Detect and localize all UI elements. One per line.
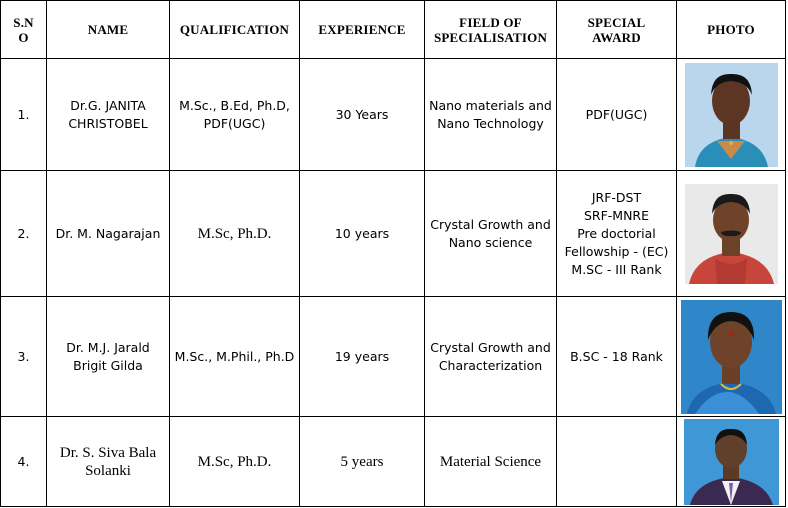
cell-name: Dr.G. JANITA CHRISTOBEL — [47, 59, 170, 171]
cell-photo — [677, 417, 786, 507]
table-row — [1, 417, 786, 507]
cell-experience: 30 Years — [300, 59, 425, 171]
cell-field: Crystal Growth and Characterization — [425, 297, 557, 417]
woman-portrait-photo — [681, 300, 782, 414]
cell-name: Dr. S. Siva Bala Solanki — [47, 417, 170, 507]
cell-award: B.SC - 18 Rank — [557, 297, 677, 417]
cell-qualification: M.Sc, Ph.D. — [170, 417, 300, 507]
cell-qualification: M.Sc, Ph.D. — [170, 171, 300, 297]
cell-experience: 10 years — [300, 171, 425, 297]
man-portrait-photo — [685, 184, 778, 284]
cell-award: PDF(UGC) — [557, 59, 677, 171]
cell-field: Crystal Growth and Nano science — [425, 171, 557, 297]
table-row — [1, 297, 786, 417]
header-award: SPECIAL AWARD — [557, 1, 677, 59]
table-row — [1, 59, 786, 171]
cell-name: Dr. M. Nagarajan — [47, 171, 170, 297]
cell-photo — [677, 59, 786, 171]
header-row — [1, 1, 786, 59]
cell-award — [557, 417, 677, 507]
cell-field: Material Science — [425, 417, 557, 507]
table-row — [1, 171, 786, 297]
header-experience: EXPERIENCE — [300, 1, 425, 59]
header-qualification: QUALIFICATION — [170, 1, 300, 59]
header-photo: PHOTO — [677, 1, 786, 59]
cell-qualification: M.Sc., B.Ed, Ph.D, PDF(UGC) — [170, 59, 300, 171]
cell-experience: 19 years — [300, 297, 425, 417]
cell-sno: 2. — [1, 171, 47, 297]
header-field: FIELD OF SPECIALISATION — [425, 1, 557, 59]
header-sno: S.N O — [1, 1, 47, 59]
cell-award: JRF-DST SRF-MNRE Pre doctorial Fellowship - (EC) M.SC - III Rank — [557, 171, 677, 297]
cell-photo — [677, 297, 786, 417]
man-portrait-photo — [684, 419, 779, 505]
cell-experience: 5 years — [300, 417, 425, 507]
cell-field: Nano materials and Nano Technology — [425, 59, 557, 171]
cell-sno: 3. — [1, 297, 47, 417]
cell-sno: 1. — [1, 59, 47, 171]
cell-sno: 4. — [1, 417, 47, 507]
cell-qualification: M.Sc., M.Phil., Ph.D — [170, 297, 300, 417]
cell-photo — [677, 171, 786, 297]
header-name: NAME — [47, 1, 170, 59]
cell-name: Dr. M.J. Jarald Brigit Gilda — [47, 297, 170, 417]
woman-portrait-photo — [685, 63, 778, 167]
